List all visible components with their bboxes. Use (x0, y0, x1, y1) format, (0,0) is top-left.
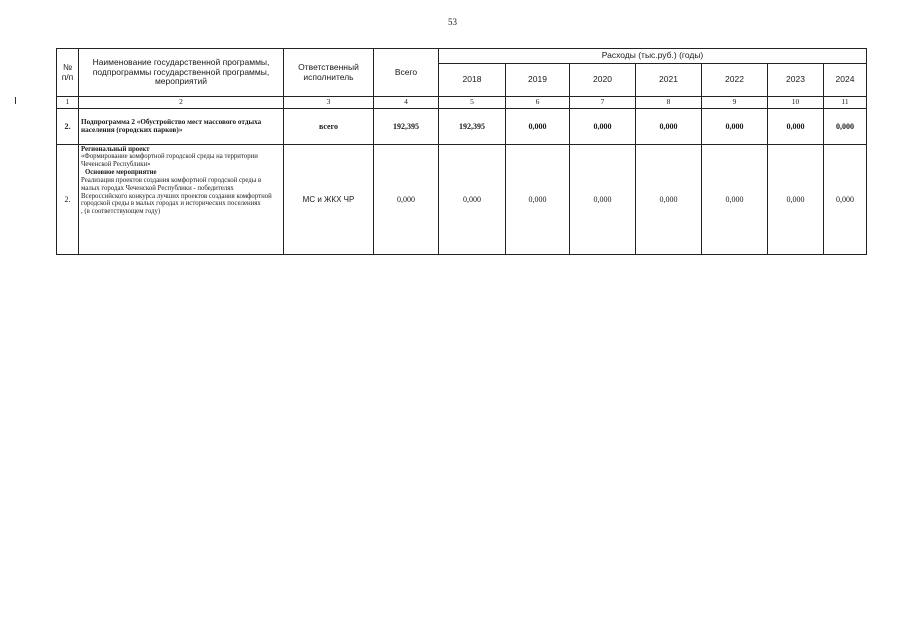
index-cell: 2 (79, 97, 284, 109)
header-responsible: Ответственный исполнитель (284, 49, 374, 97)
row-num: 2. (57, 144, 79, 254)
header-year: 2019 (506, 64, 570, 97)
header-year: 2018 (439, 64, 506, 97)
table-row (57, 144, 867, 254)
margin-mark (15, 97, 16, 104)
row-name (79, 144, 284, 254)
row-value: 0,000 (824, 108, 867, 144)
index-row (57, 97, 867, 109)
row-value: 192,395 (439, 108, 506, 144)
row-name-line: , (в соответствующем году) (81, 208, 161, 216)
row-total: 0,000 (374, 144, 439, 254)
header-num: № п/п (57, 49, 79, 97)
row-name-line: «Формирование комфортной городской среды на территории Чеченской Республики» (81, 153, 258, 169)
header-expenses: Расходы (тыс.руб.) (годы) (439, 49, 867, 64)
row-value: 0,000 (702, 144, 768, 254)
row-name-line: Региональный проект (81, 145, 150, 153)
index-cell: 8 (636, 97, 702, 109)
header-year: 2020 (570, 64, 636, 97)
row-value: 0,000 (768, 108, 824, 144)
row-name: Подпрограмма 2 «Обустройство мест массового отдыха населения (городских парков)» (79, 108, 284, 144)
index-cell: 9 (702, 97, 768, 109)
header-year: 2021 (636, 64, 702, 97)
index-cell: 1 (57, 97, 79, 109)
page-number: 53 (448, 17, 457, 27)
index-cell: 6 (506, 97, 570, 109)
index-cell: 7 (570, 97, 636, 109)
header-year: 2023 (768, 64, 824, 97)
index-cell: 5 (439, 97, 506, 109)
row-name-line: Основное мероприятие (85, 169, 157, 177)
row-value: 0,000 (506, 144, 570, 254)
table-row (57, 108, 867, 144)
row-total: 192,395 (374, 108, 439, 144)
row-responsible: всего (284, 108, 374, 144)
index-cell: 10 (768, 97, 824, 109)
row-value: 0,000 (636, 108, 702, 144)
header-name: Наименование государственной программы, подпрограммы государственной программы, мероприятий (79, 49, 284, 97)
row-value: 0,000 (824, 144, 867, 254)
row-value: 0,000 (768, 144, 824, 254)
row-value: 0,000 (702, 108, 768, 144)
header-row-1 (57, 49, 867, 64)
header-total: Всего (374, 49, 439, 97)
index-cell: 11 (824, 97, 867, 109)
row-name-line: Реализация проектов создания комфортной городской среды в малых городах Чеченской Республики - победителях Всероссийского конкурса лучших проектов создания комфортной городской среды в малых городах и исторических поселениях (81, 176, 272, 208)
header-year: 2022 (702, 64, 768, 97)
row-value: 0,000 (570, 108, 636, 144)
row-responsible: МС и ЖКХ ЧР (284, 144, 374, 254)
row-value: 0,000 (636, 144, 702, 254)
row-value: 0,000 (439, 144, 506, 254)
expenses-table (56, 48, 867, 255)
header-year: 2024 (824, 64, 867, 97)
row-value: 0,000 (570, 144, 636, 254)
row-value: 0,000 (506, 108, 570, 144)
index-cell: 4 (374, 97, 439, 109)
row-num: 2. (57, 108, 79, 144)
index-cell: 3 (284, 97, 374, 109)
